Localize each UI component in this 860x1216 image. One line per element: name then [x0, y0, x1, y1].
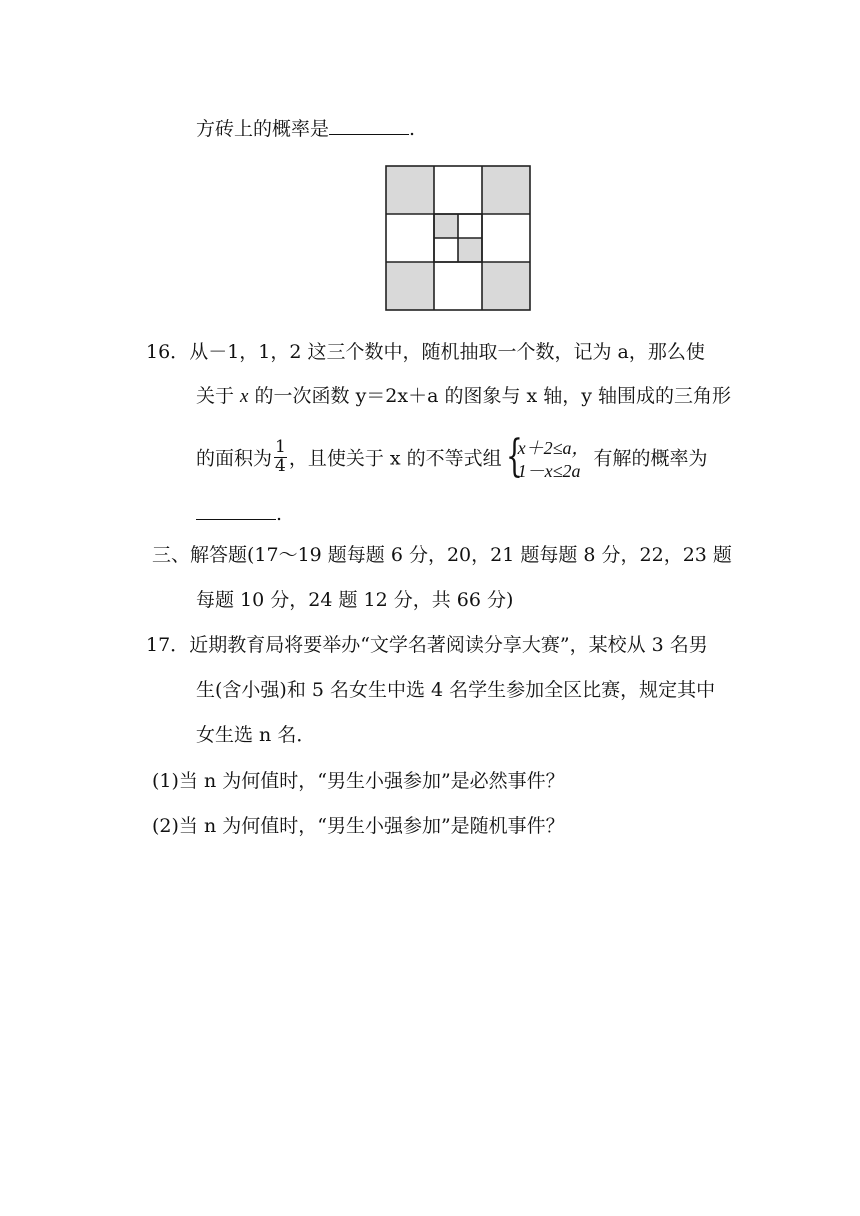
inequality-system: { x＋2≤a， 1－x≤2a: [505, 431, 590, 482]
q17-line2: 生(含小强)和 5 名女生中选 4 名学生参加全区比赛，规定其中: [196, 679, 716, 701]
answer-blank: [196, 518, 276, 520]
q17-line3: 女生选 n 名．: [196, 724, 316, 746]
q16-line1: 16．从－1，1，2 这三个数中，随机抽取一个数，记为 a，那么使: [146, 341, 705, 363]
q15-tail: 方砖上的概率是 .: [196, 118, 416, 140]
left-brace: {: [505, 431, 523, 482]
corner-tile-top-right: [482, 166, 530, 214]
center-tile-lower: [458, 238, 482, 262]
center-tile-upper: [434, 214, 458, 238]
fraction-one-quarter: $\frac{1}{4}$: [275, 437, 286, 476]
tile-figure: [385, 165, 531, 311]
answer-blank: [329, 133, 409, 135]
q16-line2: 关于 x 的一次函数 y＝2x＋a 的图象与 x 轴，y 轴围成的三角形: [196, 385, 732, 407]
corner-tile-bottom-left: [386, 262, 434, 310]
q17-sub1: (1)当 n 为何值时，“男生小强参加”是必然事件？: [152, 770, 565, 792]
q17-number: 17．: [146, 634, 190, 656]
corner-tile-bottom-right: [482, 262, 530, 310]
q16-line4: .: [196, 505, 282, 524]
section-3-heading-cont: 每题 10 分，24 题 12 分，共 66 分): [196, 589, 514, 611]
q16-line3: 的面积为 $\frac{1}{4}$ ，且使关于 x 的不等式组 { x＋2≤a， 1－x≤2a 有解的概率为: [196, 431, 708, 482]
section-3-heading: 三、解答题(17～19 题每题 6 分，20，21 题每题 8 分，22，23 题: [152, 544, 732, 566]
q16-number: 16．: [146, 341, 190, 363]
q17-line1: 17．近期教育局将要举办“文学名著阅读分享大赛”，某校从 3 名男: [146, 634, 708, 656]
q15-text: 方砖上的概率是: [196, 118, 330, 140]
corner-tile-top-left: [386, 166, 434, 214]
q17-sub2: (2)当 n 为何值时，“男生小强参加”是随机事件？: [152, 815, 565, 837]
